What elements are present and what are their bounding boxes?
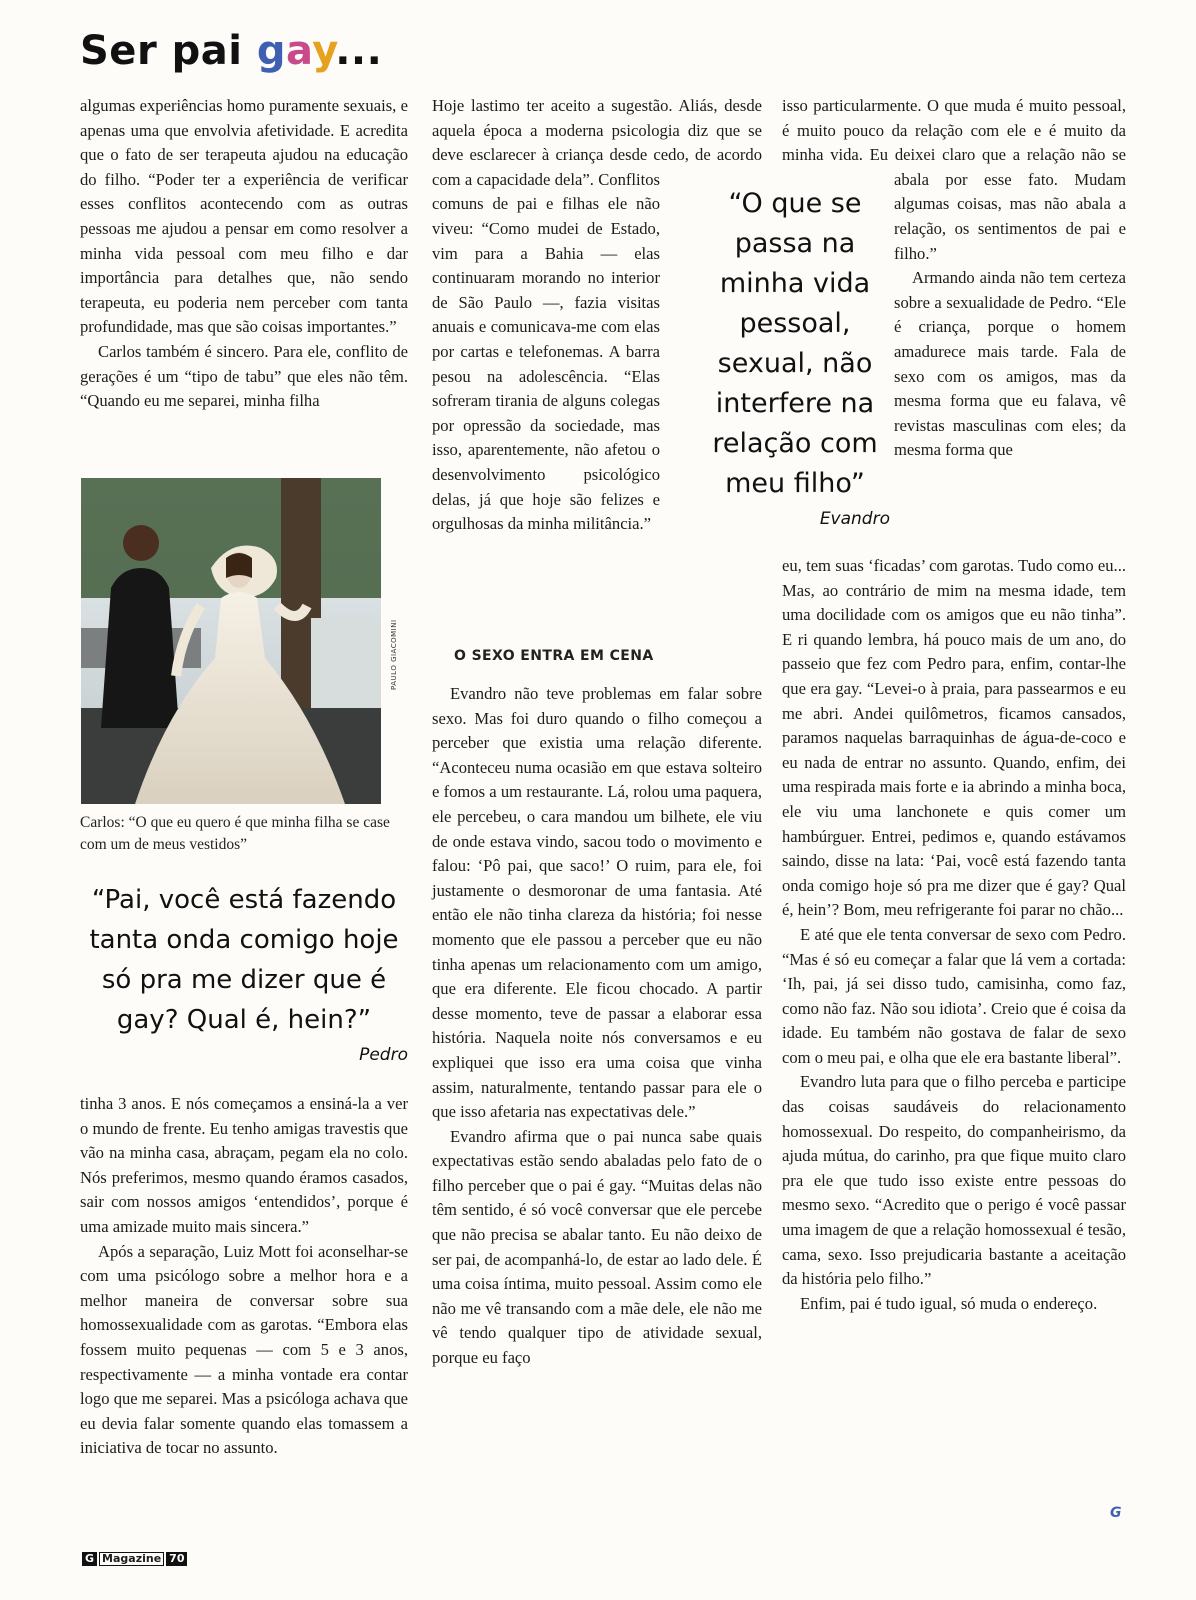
column-3-bottom (782, 554, 1126, 1316)
paragraph: Armando ainda não tem certeza sobre a sexualidade de Pedro. “Ele é criança, porque o homem amadurece mais tarde. Fala de sexo com os amigos, mas da mesma forma que eu falava, vê revistas masculinas com eles; da mesma forma que (894, 268, 1126, 460)
paragraph: tinha 3 anos. E nós começamos a ensiná-la a ver o mundo de frente. Eu tenho amigas travestis que vão na minha casa, abraçam, pegam ela no colo. Nós preferimos, mesmo quando éramos casados, sair com nossos amigos ‘entendidos’, porque é uma amizade muito mais sincera.” (80, 1094, 408, 1236)
paragraph: Evandro afirma que o pai nunca sabe quais expectativas estão sendo abaladas pelo fato de o filho perceber que o pai é gay. “Muitas delas não têm sentido, é só você conversar que ele percebe que não precisa se abalar tanto. Eu não deixo de ser pai, de acompanhá-lo, de estar ao lado dele. É uma coisa íntima, muito pessoal. Assim como ele não me vê transando com a mãe dele, ele não me vê tendo qualquer tipo de atividade sexual, porque eu faço (432, 1126, 762, 1368)
photo-illustration (81, 478, 381, 804)
section-subhead: O SEXO ENTRA EM CENA (454, 648, 654, 664)
headline-letter-g: g (256, 28, 287, 74)
headline-ellipsis: ... (335, 28, 383, 74)
pull-quote-pedro (80, 880, 408, 1066)
photo-credit: PAULO GIACOMINI (390, 619, 398, 690)
pull-quote-attribution: Pedro (359, 1045, 408, 1065)
headline-letter-a: a (286, 28, 313, 74)
page-footer (82, 1552, 187, 1566)
headline-main: Ser pai (80, 28, 243, 74)
paragraph: eu, tem suas ‘ficadas’ com garotas. Tudo como eu... Mas, ao contrário de mim na mesma idade, tem uma docilidade com os amigos que eu não tinha”. E ri quando lembra, há pouco mais de um ano, do passeio que fez com Pedro para, enfim, contar-lhe que era gay. “Levei-o à praia, para passearmos e eu me abri. Andei quilômetros, ficamos cansados, paramos naquelas barraquinhas de água-de-coco e eu nada de entrar no assunto. Quando, enfim, dei uma respirada mais forte e ia abrindo a minha boca, ele viu uma lanchonete e quis comer um hambúrguer. Entrei, pedimos e, quando estávamos saindo, disse na lata: ‘Pai, você está fazendo tanta onda comigo hoje só pra me dizer que é gay? Qual é, hein’? Bom, meu refrigerante foi parar no chão... (782, 556, 1126, 920)
end-mark-g-icon: G (1110, 1505, 1122, 1521)
paragraph: Hoje lastimo ter aceito a sugestão. Aliás, desde aquela época a moderna psicologia diz que se deve esclarecer à criança desde cedo, de acordo com a capacidade dela”. Conflitos comuns de pai e filhas ele não viveu: “Como mudei de Estado, vim para a Bahia — elas continuaram morando no interior de São Paulo —, fazia visitas anuais e comunicava-me com elas por cartas e telefonemas. A barra pesou na adolescência. “Elas sofreram tirania de alguns colegas por opressão da sociedade, mas isso, aparentemente, não afetou o desenvolvimento psicológico delas, já que hoje são felizes e orgulhosas da minha militância.” (432, 96, 762, 534)
paragraph: Evandro não teve problemas em falar sobre sexo. Mas foi duro quando o filho começou a perceber que existia uma relação diferente. “Aconteceu numa ocasião em que estava solteiro e fomos a um restaurante. Lá, rolou uma paquera, ele percebeu, o cara mandou um bilhete, ele viu de onde estava vindo, sacou todo o movimento e falou: ‘Pô pai, que saco!’ O ruim, para ele, foi justamente o desmoronar de uma fantasia. Até então ele não tinha clareza da história; foi nesse momento que ele passou a perceber que eu não tinha apenas um relacionamento com um amigo, que era diferente. Ele ficou chocado. A partir desse momento, teve de passar a elaborar essa história. Naquela noite nós conversamos e eu expliquei que isso era uma coisa que vinha assim, naturalmente, tentando passar para ele o que isso afetaria nas expectativas dele.” (432, 684, 762, 1122)
paragraph: Carlos também é sincero. Para ele, conflito de gerações é um “tipo de tabu” que eles não têm. “Quando eu me separei, minha filha (80, 341, 408, 411)
paragraph: E até que ele tenta conversar de sexo com Pedro. “Mas é só eu começar a falar que lá vem a cortada: ‘Ih, pai, já sei disso tudo, camisinha, como faz, como não faz. Não sou idiota’. Creio que é coisa da idade. Eu também não gostava de falar de sexo com o meu pai, e olha que ele era bastante liberal”. (782, 924, 1126, 1067)
headline (80, 28, 382, 74)
pull-quote-text: “O que se passa na minha vida pessoal, sexual, não interfere na relação com meu filho” (712, 188, 878, 499)
pull-quote-text: “Pai, você está fazendo tanta onda comigo hoje só pra me dizer que é gay? Qual é, hein?” (89, 885, 399, 1035)
headline-letter-y: y (312, 28, 336, 74)
text-wrap-spacer (782, 168, 894, 516)
paragraph: Evandro luta para que o filho perceba e participe das coisas saudáveis do relacionamento homossexual. Do respeito, do companheirismo, da ajuda mútua, do carinho, pra que fique muito claro pra ele que tudo isso existe entre pessoas do mesmo sexo. “Acredito que o perigo é você passar uma imagem de que a relação homossexual é tesão, cama, sexo. Isso prejudicaria bastante a aceitação da história pelo filho.” (782, 1072, 1126, 1289)
paragraph: Enfim, pai é tudo igual, só muda o endereço. (800, 1293, 1098, 1313)
paragraph: algumas experiências homo puramente sexuais, e apenas uma que envolvia afetividade. E acredita que o fato de ser terapeuta ajudou na educação do filho. “Poder ter a experiência de verificar esses conflitos acontecendo com as outras pessoas me ajudou a pensar em como resolver a minha vida pessoal com meu filho e dar importância para detalhes que, não sendo terapeuta, eu poderia nem perceber com tanta profundidade, mas que são coisas importantes.” (80, 96, 408, 337)
photo-caption: Carlos: “O que eu quero é que minha filha se case com um de meus vestidos” (80, 814, 390, 853)
column-1-top (80, 94, 408, 414)
paragraph: Após a separação, Luiz Mott foi aconselhar-se com uma psicólogo sobre a melhor hora e a melhor maneira de conversar sobre sua homossexualidade com as garotas. “Embora elas fossem muito pequenas — com 5 e 3 anos, respectivamente — a minha vontade era contar logo que me separei. Mas a psicóloga achava que eu devia falar somente quando elas tomassem a iniciativa de tocar no assunto. (80, 1241, 408, 1458)
page-number: 70 (166, 1552, 187, 1566)
column-3-top (782, 94, 1126, 516)
pull-quote-attribution: Evandro (819, 509, 890, 529)
footer-logo-g: G (82, 1552, 97, 1566)
paragraph: isso particularmente. O que muda é muito pessoal, é muito pouco da relação com ele e é muito da minha vida. Eu deixei claro que a relação não se abala por esse fato. Mudam algumas coisas, mas não abala a relação, os sentimentos de pai e filho.” (782, 96, 1126, 263)
photo-carlos-bridal-mannequin (81, 478, 381, 804)
footer-magazine-name: Magazine (99, 1552, 164, 1566)
column-2-bottom (432, 682, 762, 1371)
column-1-bottom (80, 1092, 408, 1461)
